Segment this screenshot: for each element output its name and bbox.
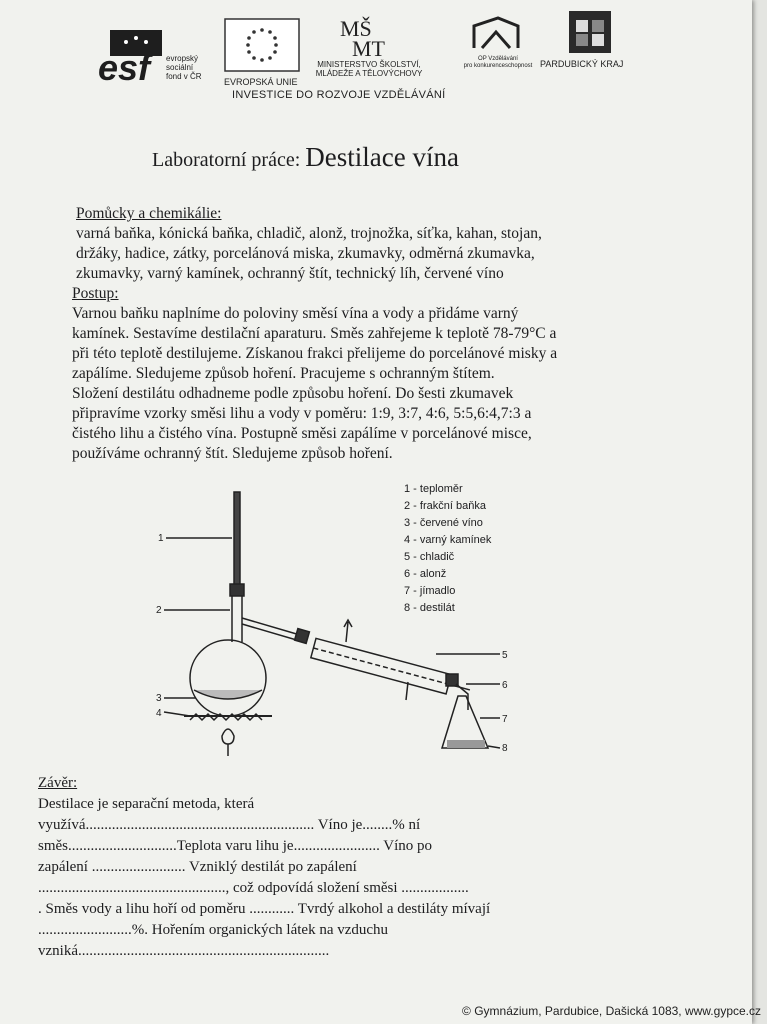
msmt-line-2: MLÁDEŽE A TĚLOVÝCHOVY: [315, 69, 423, 78]
svg-text:MT: MT: [352, 36, 385, 58]
zaver-line: vzniká...................................................................: [38, 943, 330, 959]
zaver-line: využívá............................................................. Víno je........% ní: [38, 817, 421, 833]
postup-line: používáme ochranný štít. Sledujeme způsob hoření.: [72, 445, 393, 462]
zaver-line: směs.............................Teplota varu lihu je....................... Víno po: [38, 838, 433, 854]
op-line-2: pro konkurenceschopnost: [463, 63, 533, 69]
zaver-heading: Závěr:: [38, 775, 78, 791]
investice-caption: INVESTICE DO ROZVOJE VZDĚLÁVÁNÍ: [232, 89, 446, 101]
msmt-mark-icon: [334, 14, 404, 58]
kraj-coat-of-arms-icon: [568, 10, 612, 54]
zaver-line: Destilace je separační metoda, která: [38, 796, 255, 812]
figure-legend: [404, 481, 491, 617]
legend-item: 3 - červené víno: [404, 517, 483, 529]
esf-logo: [96, 24, 216, 84]
pomucky-line: držáky, hadice, zátky, porcelánová miska, zkumavky, odměrná zkumavka,: [76, 245, 535, 262]
eu-logo: [224, 18, 304, 93]
esf-mark-icon: [96, 24, 168, 84]
postup-heading: Postup:: [72, 285, 119, 302]
legend-item: 7 - jímadlo: [404, 585, 456, 597]
legend-item: 4 - varný kamínek: [404, 534, 492, 546]
callout-5: 5: [502, 650, 508, 661]
pomucky-line: varná baňka, kónická baňka, chladič, alonž, trojnožka, síťka, kahan, stojan,: [76, 225, 542, 242]
title-main: Destilace vína: [305, 142, 459, 172]
eu-label: EVROPSKÁ UNIE: [224, 77, 298, 87]
zaver-line: . Směs vody a lihu hoří od poměru ............ Tvrdý alkohol a destiláty mívají: [38, 901, 491, 917]
op-logo: [454, 14, 544, 89]
op-line-1: OP Vzdělávání: [478, 56, 518, 62]
kraj-label: PARDUBICKÝ KRAJ: [540, 59, 624, 69]
callout-8: 8: [502, 743, 508, 754]
pomucky-heading: Pomůcky a chemikálie:: [76, 205, 222, 222]
legend-item: 1 - teploměr: [404, 483, 463, 495]
postup-line: Varnou baňku naplníme do poloviny směsí vína a vody a přidáme varný: [72, 305, 519, 322]
legend-item: 6 - alonž: [404, 568, 447, 580]
zaver-section: [38, 773, 490, 962]
msmt-line-1: MINISTERSTVO ŠKOLSTVÍ,: [317, 60, 421, 69]
zaver-line: .........................%. Hořením organických látek na vzduchu: [38, 922, 389, 938]
logo-bar: [96, 10, 656, 120]
callout-6: 6: [502, 680, 508, 691]
esf-line-2: sociální: [166, 63, 194, 72]
svg-text:esf: esf: [98, 47, 151, 84]
esf-line-1: evropský: [166, 54, 199, 63]
zaver-line: zapálení ......................... Vzniklý destilát po zapálení: [38, 859, 357, 875]
legend-item: 8 - destilát: [404, 602, 455, 614]
msmt-logo: [308, 14, 428, 89]
callout-7: 7: [502, 714, 508, 725]
svg-text:MŠ: MŠ: [340, 16, 372, 41]
postup-section: [72, 284, 557, 464]
postup-line: kamínek. Sestavíme destilační aparaturu. Směs zahřejeme k teplotě 78-79°C a: [72, 325, 557, 342]
postup-line: při této teplotě destilujeme. Získanou frakci přelijeme do porcelánové misky a: [72, 345, 558, 362]
postup-line: čistého lihu a čistého vína. Postupně směsi zapálíme v porcelánové misce,: [72, 425, 532, 442]
callout-3: 3: [156, 693, 162, 704]
op-mark-icon: [468, 14, 524, 54]
postup-line: připravíme vzorky směsi lihu a vody v poměru: 1:9, 3:7, 4:6, 5:5,6:4,7:3 a: [72, 405, 532, 422]
esf-line-3: fond v ČR: [166, 72, 202, 81]
postup-line: Složení destilátu odhadneme podle způsobu hoření. Do šesti zkumavek: [72, 385, 514, 402]
copyright-footer: © Gymnázium, Pardubice, Dašická 1083, www.gypce.cz: [462, 1004, 761, 1018]
pomucky-line: zkumavky, varný kamínek, ochranný štít, technický líh, červené víno: [76, 265, 504, 282]
callout-2: 2: [156, 605, 162, 616]
page-title: [152, 142, 459, 173]
legend-item: 5 - chladič: [404, 551, 455, 563]
callout-4: 4: [156, 708, 162, 719]
legend-item: 2 - frakční baňka: [404, 500, 486, 512]
eu-flag-icon: [224, 18, 300, 72]
callout-1: 1: [158, 533, 164, 544]
zaver-line: .................................................., což odpovídá složení směsi ..................: [38, 880, 469, 896]
postup-line: zapálíme. Sledujeme způsob hoření. Pracujeme s ochranným štítem.: [72, 365, 495, 382]
title-prefix: Laboratorní práce:: [152, 149, 301, 171]
kraj-logo: [540, 10, 650, 85]
pomucky-section: [76, 204, 542, 284]
